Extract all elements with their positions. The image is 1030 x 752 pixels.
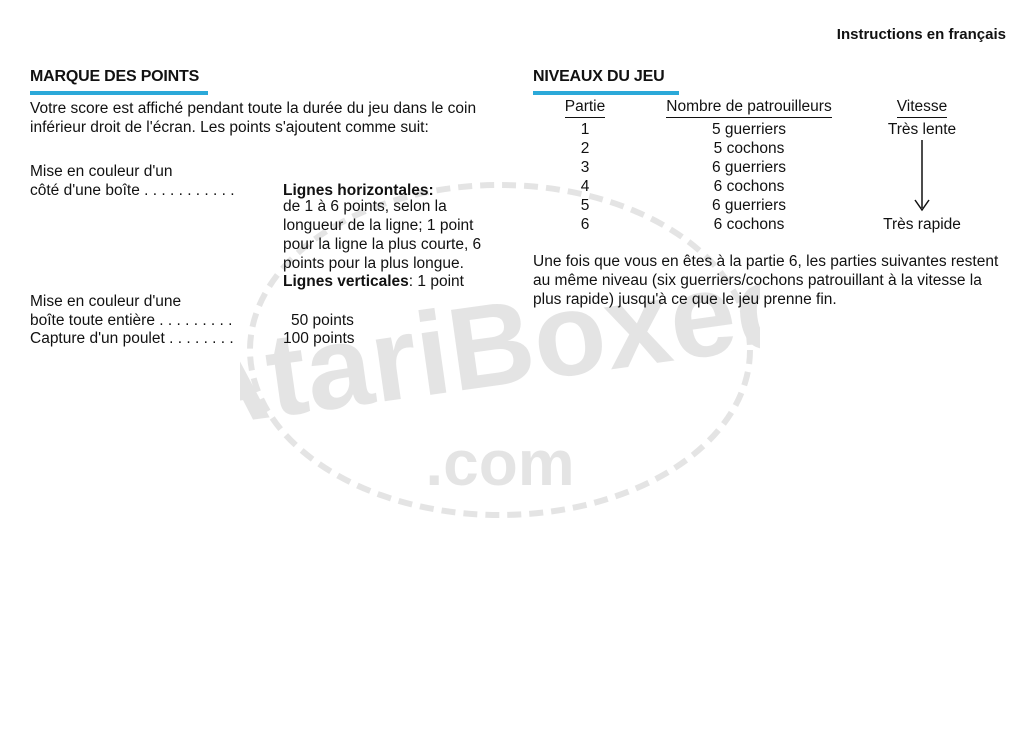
- row-5-game: 5: [580, 197, 590, 214]
- vertical-lines-title: Lignes verticales: [283, 273, 409, 290]
- column-header-patrols: [640, 98, 858, 118]
- speed-start-label: Très lente: [887, 121, 957, 138]
- row-6-patrols: 6 cochons: [713, 216, 785, 233]
- watermark-text: AtariBoxed: [240, 236, 760, 455]
- score-title-underline: [30, 91, 208, 95]
- speed-end-label: Très rapide: [883, 216, 961, 233]
- language-header: Instructions en français: [836, 26, 1006, 43]
- row-2-patrols: 5 cochons: [713, 140, 785, 157]
- row-2-game: 2: [580, 140, 590, 157]
- speed-arrow-icon: [912, 140, 932, 215]
- chicken-item-label: Capture d'un poulet . . . . . . . .: [30, 330, 234, 347]
- box-item-label-line2: boîte toute entière . . . . . . . . .: [30, 312, 233, 329]
- row-4-game: 4: [580, 178, 590, 195]
- chicken-item-value: 100 points: [283, 330, 355, 347]
- side-item-label-line1: Mise en couleur d'un: [30, 163, 173, 180]
- box-item-value: 50 points: [291, 312, 354, 329]
- horizontal-lines-desc: de 1 à 6 points, selon la longueur de la ligne; 1 point pour la ligne la plus courte, 6 points pour la plus longue.: [283, 198, 482, 272]
- watermark-domain: .com: [425, 427, 575, 499]
- column-header-game: [545, 98, 625, 118]
- row-1-game: 1: [580, 121, 590, 138]
- column-header-game-text: Partie: [565, 98, 606, 118]
- row-4-patrols: 6 cochons: [713, 178, 785, 195]
- levels-note-text: Une fois que vous en êtes à la partie 6, les parties suivantes restent au même niveau (six guerriers/cochons patrouillant à la vitesse la plus rapide) jusqu'à ce que le jeu prenne fin.: [533, 253, 999, 308]
- vertical-lines-row: [283, 272, 464, 291]
- row-6-game: 6: [580, 216, 590, 233]
- score-intro-text: Votre score est affiché pendant toute la durée du jeu dans le coin inférieur droit de l'écran. Les points s'ajoutent comme suit:: [30, 100, 477, 136]
- column-header-speed: [872, 98, 972, 118]
- box-item-label-line1: Mise en couleur d'une: [30, 293, 182, 310]
- score-section-title: MARQUE DES POINTS: [30, 68, 200, 85]
- column-header-speed-text: Vitesse: [897, 98, 948, 118]
- row-3-game: 3: [580, 159, 590, 176]
- row-5-patrols: 6 guerriers: [711, 197, 787, 214]
- column-header-patrols-text: Nombre de patrouilleurs: [666, 98, 831, 118]
- vertical-lines-value: : 1 point: [408, 273, 464, 290]
- horizontal-lines-title: Lignes horizontales:: [283, 182, 434, 199]
- levels-section-title: NIVEAUX DU JEU: [533, 68, 665, 85]
- side-item-label-line2: côté d'une boîte . . . . . . . . . . .: [30, 182, 235, 199]
- row-3-patrols: 6 guerriers: [711, 159, 787, 176]
- levels-title-underline: [533, 91, 679, 95]
- row-1-patrols: 5 guerriers: [711, 121, 787, 138]
